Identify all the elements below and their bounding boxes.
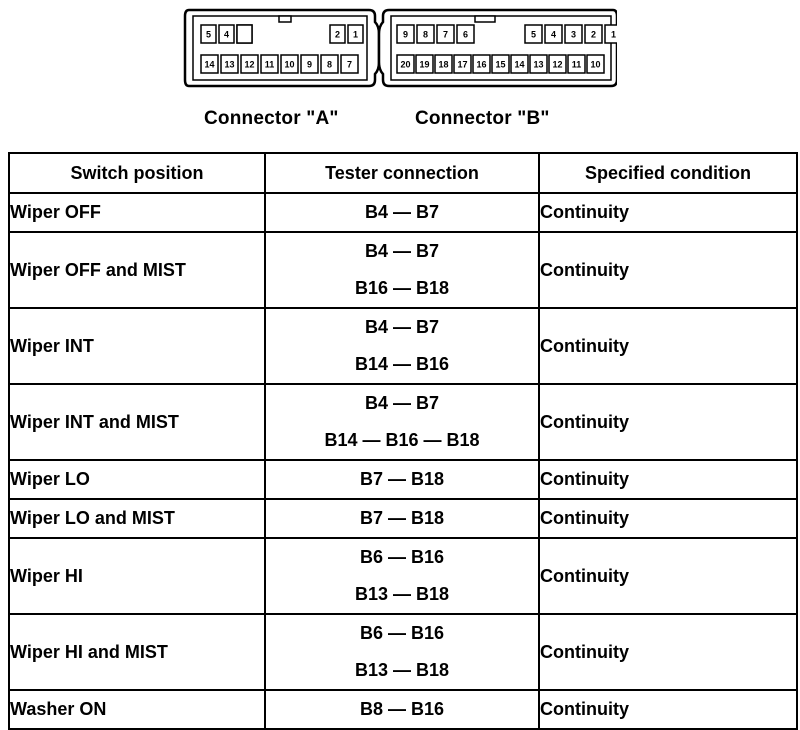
header-switch-position: Switch position — [9, 153, 265, 193]
connector-a-key — [279, 16, 291, 22]
switch-position-cell: Wiper LO and MIST — [9, 499, 265, 538]
pin-number: 15 — [495, 59, 506, 70]
tester-connection-line: B14 — B16 — [354, 354, 450, 374]
specified-condition-cell: Continuity — [539, 614, 797, 690]
connector-b-key — [475, 16, 495, 22]
table-row — [9, 384, 797, 460]
specified-condition-cell: Continuity — [539, 499, 797, 538]
tester-connection-line: B16 — B18 — [354, 278, 450, 298]
tester-connection-line: B7 — B18 — [359, 469, 445, 489]
pin-number: 7 — [346, 59, 353, 70]
specified-condition-cell: Continuity — [539, 193, 797, 232]
pin-number: 11 — [571, 59, 582, 70]
table-row — [9, 193, 797, 232]
pin-number: 12 — [244, 59, 255, 70]
table-row — [9, 614, 797, 690]
header-tester-connection: Tester connection — [265, 153, 539, 193]
pin-number: 13 — [533, 59, 544, 70]
pin-number: 4 — [550, 29, 557, 40]
tester-connection-line: B8 — B16 — [359, 699, 445, 719]
pin-number: 5 — [530, 29, 537, 40]
table-row — [9, 499, 797, 538]
pin-number: 16 — [476, 59, 487, 70]
pin-number: 4 — [223, 29, 230, 40]
pin-number: 18 — [438, 59, 449, 70]
pin-number: 5 — [205, 29, 212, 40]
pin-number: 8 — [326, 59, 333, 70]
switch-position-cell: Wiper HI — [9, 538, 265, 614]
pin-number: 10 — [284, 59, 295, 70]
table-body — [9, 193, 797, 729]
continuity-spec-table — [8, 152, 798, 730]
connector-a-label: Connector "A" — [204, 108, 339, 129]
pin-number: 20 — [400, 59, 411, 70]
pin-number: 14 — [514, 59, 525, 70]
specified-condition-cell: Continuity — [539, 308, 797, 384]
table-row — [9, 308, 797, 384]
pin-number: 2 — [590, 29, 597, 40]
pin-number: 3 — [570, 29, 577, 40]
switch-position-cell: Wiper INT — [9, 308, 265, 384]
pin-number: 9 — [402, 29, 409, 40]
pin-number: 9 — [306, 59, 313, 70]
table-row — [9, 232, 797, 308]
tester-connection-line: B13 — B18 — [354, 584, 450, 604]
pin-cell-empty — [237, 25, 252, 43]
tester-connection-line: B6 — B16 — [359, 623, 445, 643]
tester-connection-line: B6 — B16 — [359, 547, 445, 567]
specified-condition-cell: Continuity — [539, 460, 797, 499]
table-header-row — [9, 153, 797, 193]
pin-number: 6 — [462, 29, 469, 40]
tester-connection-line: B4 — B7 — [364, 317, 440, 337]
pin-number: 19 — [419, 59, 430, 70]
pin-number: 7 — [442, 29, 449, 40]
pin-number: 1 — [352, 29, 359, 40]
tester-connection-line: B14 — B16 — B18 — [324, 430, 480, 450]
specified-condition-cell: Continuity — [539, 690, 797, 729]
pin-number: 10 — [590, 59, 601, 70]
tester-connection-cell — [265, 538, 539, 614]
tester-connection-cell — [265, 384, 539, 460]
pin-number: 8 — [422, 29, 429, 40]
tester-connection-line: B4 — B7 — [364, 241, 440, 261]
switch-position-cell: Wiper LO — [9, 460, 265, 499]
pin-number: 2 — [334, 29, 341, 40]
switch-position-cell: Wiper INT and MIST — [9, 384, 265, 460]
switch-position-cell: Wiper OFF and MIST — [9, 232, 265, 308]
pin-number: 1 — [610, 29, 617, 40]
specified-condition-cell: Continuity — [539, 538, 797, 614]
table-row — [9, 460, 797, 499]
tester-connection-cell — [265, 193, 539, 232]
table-row — [9, 690, 797, 729]
tester-connection-line: B13 — B18 — [354, 660, 450, 680]
tester-connection-cell — [265, 460, 539, 499]
pin-number: 11 — [264, 59, 275, 70]
specified-condition-cell: Continuity — [539, 232, 797, 308]
switch-position-cell: Washer ON — [9, 690, 265, 729]
tester-connection-cell — [265, 690, 539, 729]
tester-connection-line: B4 — B7 — [364, 393, 440, 413]
switch-position-cell: Wiper HI and MIST — [9, 614, 265, 690]
pin-number: 13 — [224, 59, 235, 70]
header-specified-condition: Specified condition — [539, 153, 797, 193]
pin-number: 14 — [204, 59, 215, 70]
table-row — [9, 538, 797, 614]
tester-connection-cell — [265, 308, 539, 384]
tester-connection-line: B7 — B18 — [359, 508, 445, 528]
tester-connection-cell — [265, 232, 539, 308]
pin-number: 12 — [552, 59, 563, 70]
tester-connection-cell — [265, 499, 539, 538]
switch-position-cell: Wiper OFF — [9, 193, 265, 232]
connector-diagram — [0, 0, 800, 140]
pin-number: 17 — [457, 59, 468, 70]
tester-connection-line: B4 — B7 — [364, 202, 440, 222]
connector-face-drawing — [183, 8, 617, 96]
connector-b-label: Connector "B" — [415, 108, 550, 129]
tester-connection-cell — [265, 614, 539, 690]
specified-condition-cell: Continuity — [539, 384, 797, 460]
connector-b-bottom-pins — [397, 55, 604, 73]
connector-b-housing — [379, 10, 617, 86]
